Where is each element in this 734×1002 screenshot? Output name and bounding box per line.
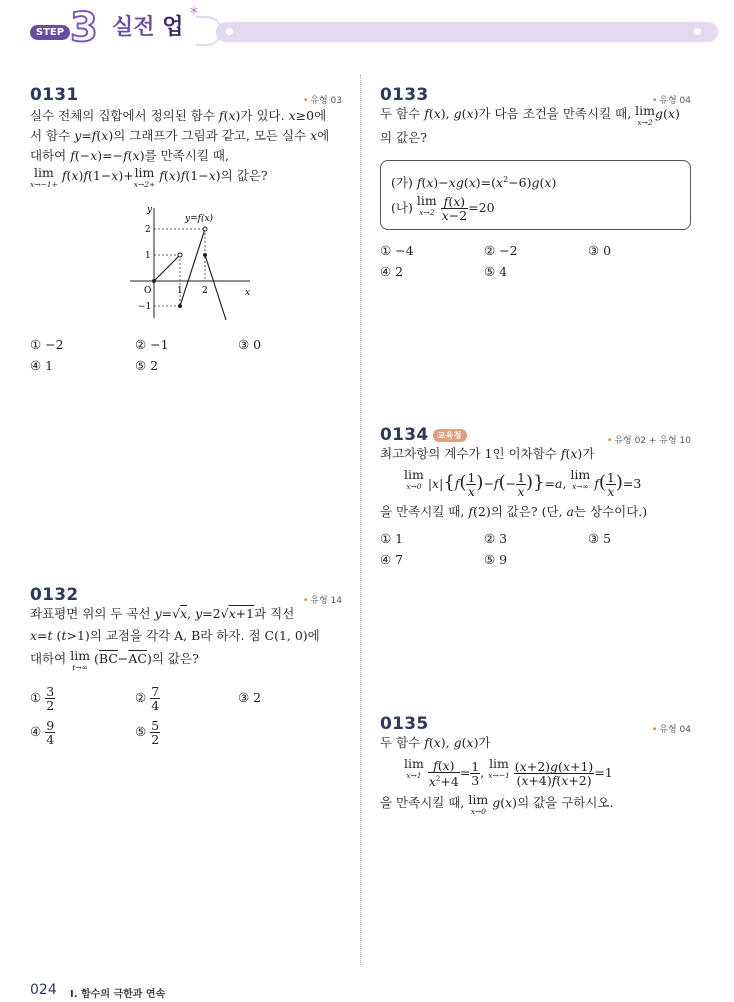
choice-1[interactable]: ① 1 (380, 531, 404, 546)
section-title: 실전 업 (112, 15, 184, 40)
problem-0132 (30, 585, 344, 747)
step-badge: STEP (30, 25, 70, 40)
graph-segment (205, 255, 226, 320)
column-divider (360, 75, 361, 965)
problem-type: • 유형 04 (652, 722, 691, 735)
problem-0131 (30, 85, 344, 373)
page-number: 024 (30, 982, 57, 998)
problem-number: 0134 교육청 (380, 425, 691, 445)
problem-text-line: 두 함수 f(x), g(x)가 다음 조건을 만족시킬 때, lim x→2 g(x) (380, 103, 680, 127)
choice-1[interactable]: ① $\frac{3}{2}$ (30, 684, 55, 713)
chapter-title: I. 함수의 극한과 연속 (70, 989, 166, 1000)
choice-3[interactable]: ③ 5 (588, 531, 612, 546)
problem-type: • 유형 14 (303, 593, 342, 606)
graph-point (203, 253, 207, 257)
condition-b: (나) lim x→2 $\frac{f(x)}{x-2}$ =20 (391, 193, 495, 223)
problem-text-line: 대하여 f(−x)=−f(x)를 만족시킬 때, (30, 148, 229, 163)
problem-text-line: 대하여 lim t→∞ $(\overline{BC}-\overline{AC})$의 값은? (30, 648, 199, 672)
tick-label: 2 (145, 225, 151, 235)
tick-label: 1 (145, 251, 151, 261)
problem-number: 0133 (380, 85, 429, 105)
problem-number: 0132 (30, 585, 79, 605)
graph-point (152, 279, 156, 283)
choice-2[interactable]: ② $\frac{7}{4}$ (135, 684, 160, 713)
choice-5[interactable]: ⑤ 9 (484, 552, 508, 567)
problem-0133 (380, 85, 691, 145)
choice-2[interactable]: ② −2 (484, 243, 518, 258)
problem-0135 (380, 714, 691, 816)
header-dot (694, 28, 701, 35)
choice-4[interactable]: ④ 1 (30, 358, 54, 373)
choice-1[interactable]: ① −4 (380, 243, 414, 258)
condition-box (380, 160, 691, 230)
problem-formula: lim x→1 $\frac{f(x)}{x^2+4}$ = $\frac{1}{3}$ , lim x→−1 $\frac{(x+2)g(x+1)}{(x+4)f(x+2)}$ =1 (404, 756, 613, 790)
problem-text-line: 서 함수 y=f(x)의 그래프가 그림과 같고, 모든 실수 x에 (30, 128, 330, 143)
choice-4[interactable]: ④ 2 (380, 264, 404, 279)
graph-segment (154, 255, 180, 281)
choice-3[interactable]: ③ 2 (238, 690, 262, 705)
condition-a: (가) $f(x)-xg(x)=(x^2-6)g(x)$ (391, 175, 557, 191)
problem-text-line: 을 만족시킬 때, f(2)의 값은? (단, a는 상수이다.) (380, 504, 648, 519)
problem-type: • 유형 03 (303, 93, 342, 106)
star-icon: * (190, 3, 198, 22)
problem-text-line: 실수 전체의 집합에서 정의된 함수 f(x)가 있다. x≥0에 (30, 108, 327, 123)
x-axis-label: x (245, 288, 251, 298)
y-axis-label: y (147, 205, 153, 215)
problem-number: 0131 (30, 85, 79, 105)
choice-3[interactable]: ③ 0 (238, 337, 262, 352)
problem-0134 (380, 425, 691, 567)
choice-2[interactable]: ② −1 (135, 337, 169, 352)
problem-type: • 유형 02 + 유형 10 (607, 433, 691, 446)
graph-point (178, 304, 182, 308)
problem-text-line: 두 함수 f(x), g(x)가 (380, 735, 491, 750)
function-graph (125, 203, 265, 323)
choice-5[interactable]: ⑤ $\frac{5}{2}$ (135, 718, 160, 747)
problem-text-line: x=t (t>1)의 교점을 각각 A, B라 하자. 점 C(1, 0)에 (30, 628, 320, 643)
choice-5[interactable]: ⑤ 4 (484, 264, 508, 279)
problem-text-line: 좌표평면 위의 두 곡선 y=√x, y=2√x+1과 직선 (30, 606, 295, 621)
origin-label: O (144, 286, 152, 296)
problem-text-line: 을 만족시킬 때, lim x→0 g(x)의 값을 구하시오. (380, 792, 614, 816)
problem-text-line: 의 값은? (380, 130, 427, 145)
choice-4[interactable]: ④ 7 (380, 552, 404, 567)
choice-3[interactable]: ③ 0 (588, 243, 612, 258)
graph-func-label: y=f(x) (185, 214, 214, 224)
tick-label: 2 (202, 286, 208, 296)
problem-formula: lim x→0 |x|{f( $\frac{1}{x}$ )−f(− $\frac{1}{x}$ )}=a, lim x→∞ f( $\frac{1}{x}$ )=3 (404, 467, 642, 499)
source-badge: 교육청 (433, 429, 467, 442)
graph-point (178, 253, 182, 257)
problem-text-line: 최고차항의 계수가 1인 이차함수 f(x)가 (380, 446, 595, 461)
header-bar (216, 22, 718, 42)
choice-5[interactable]: ⑤ 2 (135, 358, 159, 373)
choice-1[interactable]: ① −2 (30, 337, 64, 352)
step-number: 3 (70, 5, 98, 51)
problem-type: • 유형 04 (652, 93, 691, 106)
problem-text-line: lim x→−1+ f(x)f(1−x)+lim x→2+ f(x)f(1−x)의 값은? (30, 165, 268, 189)
tick-label: 1 (177, 286, 183, 296)
tick-label: −1 (138, 302, 152, 312)
header-dot (226, 28, 233, 35)
problem-number: 0135 (380, 714, 429, 734)
choice-2[interactable]: ② 3 (484, 531, 508, 546)
choice-4[interactable]: ④ $\frac{9}{4}$ (30, 718, 55, 747)
graph-point (203, 227, 207, 231)
